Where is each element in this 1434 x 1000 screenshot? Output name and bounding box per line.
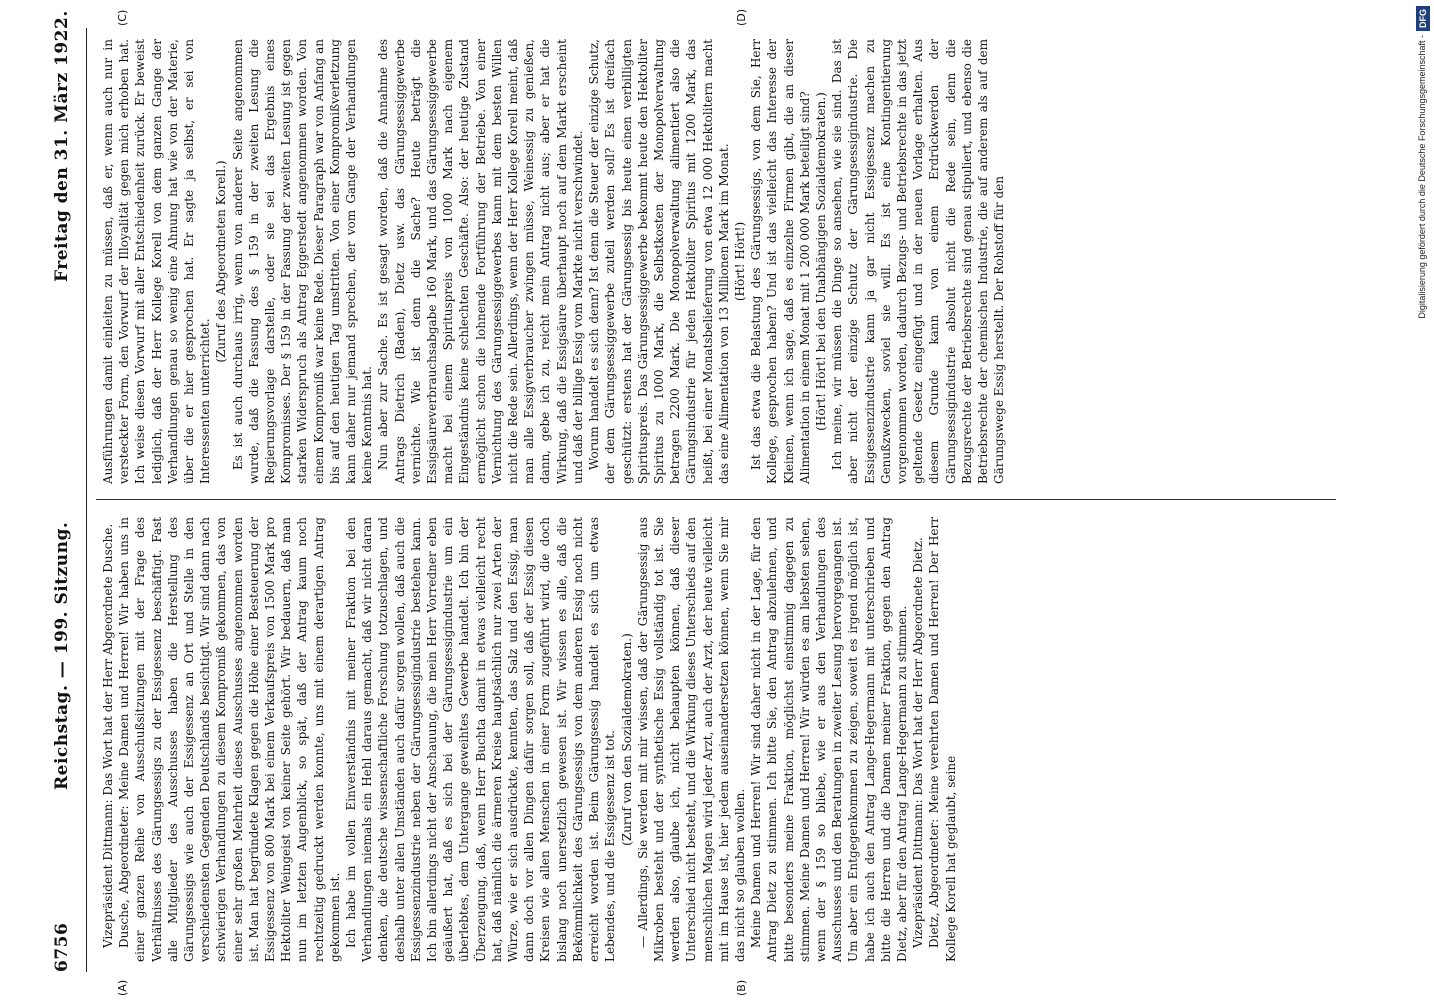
header-rule	[86, 28, 87, 972]
digitization-credit	[1410, 6, 1434, 996]
speech-paragraph: Meine Damen und Herren! Wir sind daher nicht in der Lage, für den Antrag Dietz zu stimmen. Ich bitte Sie, den Antrag abzulehnen, und bitte besonders meine Fraktion, möglichst einstimmig dagegen zu stimmen. Meine Damen und Herren! Wir würden es am liebsten sehen, wenn der § 159 so bliebe, wie er aus den Verhandlungen des Ausschusses und den Beratungen in zweiter Lesung hervorgegangen ist. Um aber ein Entgegenkommen zu zeigen, soweit es irgend möglich ist, habe ich auch den Antrag Lange-Hegermann mit unterschrieben und bitte die Herren und die Damen meiner Fraktion, gegen den Antrag Dietz, aber für den Antrag Lange-Hegermann zu stimmen.	[749, 517, 909, 962]
interjection: (Hört! Hört! bei den Unabhängigen Sozialdemokraten.)	[813, 92, 828, 431]
speech-paragraph: Ich meine, wir müssen die Dinge so ansehen, wie sie sind. Das ist aber nicht der einzige Schutz der Gärungsessigindustrie. Die Essigessenzindustrie kann ja gar nicht Essigessenz machen zu Genußzwecken, soviel sie will. Es ist eine Kontingentierung vorgenommen worden, dadurch Bezugs- und Betriebsrechte in das jetzt geltende Gesetz eingefügt und in der neuen Vorlage erhalten. Aus diesem Grunde kann von einem Erdrückwerden der Gärungsessigindustrie absolut nicht die Rede sein, denn die Bezugsrechte der Betriebsrechte sind genau stipuliert, und ebenso die Betriebsrechte der chemischen Industrie, die auf anderem als auf dem Gärungswege Essig herstellt. Der Rohstoff für den	[830, 39, 1007, 484]
speech-paragraph: Es ist auch durchaus irrig, wenn von anderer Seite angenommen wurde, daß die Fassung des § 159 in der zweiten Lesung die Regierungsvorlage darstelle, oder sie sei das Ergebnis eines Kompromisses. Der § 159 in der Fassung der zweiten Lesung ist gegen starken Widerspruch als Antrag Eggerstedt angenommen worden. Von einem Kompromiß war keine Rede. Dieser Paragraph war von Anfang an bis auf den heutigen Tag umstritten. Von einer Kompromißverletzung kann daher nur jemand sprechen, der vom Gange der Verhandlungen keine Kenntnis hat.	[230, 39, 375, 484]
speaker-intro: Vizepräsident Dittmann: Das Wort hat der Herr Abgeordnete Dietz.	[911, 537, 926, 948]
speech-paragraph: Ist das etwa die Belastung des Gärungsessigs, von dem Sie, Herr Kollege, gesprochen haben? Und ist das vielleicht das Interesse der Kleinen, wenn ich sage, daß es einzelne Firmen gibt, die an dieser Alimentation in einem Monat mit 1 200 000 Mark beteiligt sind?	[749, 39, 812, 484]
session-title: Reichstag. — 199. Sitzung.	[52, 521, 72, 790]
speech-paragraph: Worum handelt es sich denn? Ist denn die Steuer der einzige Schutz, der dem Gärungsessiggewerbe zuteil werden soll? Es ist dreifach geschützt: erstens hat der Gärungsessig bis heute einen verbilligten Spirituspreis. Das Gärungsessiggewerbe bekommt heute den Hektoliter Spiritus zu 1000 Mark, die Selbstkosten der Monopolverwaltung betragen 2200 Mark. Die Monopolverwaltung alimentiert also die Gärungsindustrie für jeden Hektoliter Spiritus mit 1200 Mark, das heißt, bei einer Monatsbelieferung von etwa 12 000 Hektolitern macht das eine Alimentation von 13 Millionen Mark im Monat.	[587, 39, 731, 484]
speech-paragraph: Nun aber zur Sache. Es ist gesagt worden, daß die Annahme des Antrags Dietrich (Baden), Dietz usw. das Gärungsessiggewerbe vernichte. Wie ist denn die Sache? Heute beträgt die Essigsäureverbrauchsabgabe 160 Mark, und das Gärungsessiggewerbe macht bei einem Spirituspreis von 1000 Mark nach eigenem Eingeständnis keine schlechten Geschäfte. Also: der heutige Zustand ermöglicht schon die lohnende Fortführung der Betriebe. Von einer Vernichtung des Gärungsessiggewerbes kann mit dem besten Willen nicht die Rede sein. Allerdings, wenn der Herr Kollege Korell meint, daß man alle Essigverbraucher zwingen müsse, Weinessig zu genießen, dann, gebe ich zu, reicht mein Antrag nicht aus; aber er hat die Wirkung, daß die Essigsäure überhaupt noch auf dem Markt erscheint und daß der billige Essig vom Markte nicht verschwindet.	[376, 39, 585, 484]
left-column	[100, 517, 959, 962]
speech-paragraph: Ich habe im vollen Einverständnis mit meiner Fraktion bei den Verhandlungen niemals ein Hehl daraus gemacht, daß wir nicht daran denken, die deutsche wissenschaftliche Forschung totzuschlagen, und deshalb unter allen Umständen auch dafür sorgen wollen, daß auch die Essigessenzindustrie neben der Gärungsessigindustrie bestehen kann. Ich bin allerdings nicht der Anschauung, die mein Herr Vorredner eben geäußert hat, daß es sich bei der Gärungsessigindustrie um ein überlebtes, dem Untergange geweihtes Gewerbe handelt. Ich bin der Überzeugung, daß, wenn Herr Buchta damit in etwas vielleicht recht hat, daß nämlich die ärmeren Kreise hauptsächlich nur zwei Arten der Würze, wie er sich ausdrückte, kennten, das Salz und den Essig, man dann doch vor allen Dingen dafür sorgen soll, daß der Essig diesen Kreisen wie allen Menschen in einer Form zugeführt wird, die doch bislang noch unersetzlich gewesen ist. Wir wissen es alle, daß die Bekömmlichkeit des Gärungsessigs von dem anderen Essig noch nicht erreicht worden ist. Beim Gärungsessig handelt es sich um etwas Lebendes, und die Essigessenz ist tot.	[344, 517, 618, 962]
speech-paragraph: Dietz, Abgeordneter: Meine verehrten Damen und Herren! Der Herr Kollege Korell hat geglaubt, seine	[927, 517, 958, 962]
margin-mark-d: (D)	[735, 8, 748, 26]
margin-mark-c: (C)	[116, 9, 129, 26]
running-header	[52, 0, 80, 1000]
credit-text: Digitalisierung gefördert durch die Deutsche Forschungsgemeinschaft -	[1417, 35, 1427, 319]
dfg-logo: DFG	[1416, 6, 1430, 31]
margin-mark-b: (B)	[735, 979, 748, 996]
interjection: (Hört! Hört!)	[732, 221, 747, 302]
session-date: Freitag den 31. März 1922.	[52, 10, 72, 282]
margin-mark-a: (A)	[116, 979, 129, 996]
speech-paragraph: — Allerdings, Sie werden mit mir wissen, daß der Gärungsessig aus Mikroben besteht und der synthetische Essig vollständig tot ist. Sie werden also, glaube ich, nicht behaupten können, daß dieser Unterschied nicht besteht, und die Wirkung dieses Unterschieds auf den menschlichen Magen wird jeder Arzt, auch der Arzt, der heute vielleicht mit im Hause ist, hier jedem auseinandersetzen können, wenn Sie mir das nicht so glauben wollen.	[635, 517, 747, 962]
column-divider	[96, 499, 1336, 500]
right-column	[100, 39, 1007, 484]
speech-paragraph: Dusche, Abgeordneter: Meine Damen und Herren! Wir haben uns in einer ganzen Reihe von Ausschußsitzungen mit der Frage des Verhältnisses des Gärungsessigs zu der Essigessenz beschäftigt. Fast alle Mitglieder des Ausschusses haben die Herstellung des Gärungsessigs wie auch der Essigessenz an Ort und Stelle in den verschiedensten Gegenden Deutschlands besichtigt. Wir sind dann nach schwierigen Verhandlungen zu diesem Kompromiß gekommen, das von einer sehr großen Mehrheit dieses Ausschusses angenommen worden ist. Man hat begründete Klagen gegen die Höhe einer Besteuerung der Essigessenz von 800 Mark bei einem Verkaufspreis von 1500 Mark pro Hektoliter Weingeist von keiner Seite gehört. Wir bedauern, daß man nun im letzten Augenblick, so spät, daß der Antrag kaum noch rechtzeitig gedruckt werden konnte, uns mit einem derartigen Antrag gekommen ist.	[117, 517, 342, 962]
interjection: (Zuruf des Abgeordneten Korell.)	[214, 160, 229, 363]
page-number: 6756	[52, 922, 72, 972]
speech-paragraph: Ausführungen damit einleiten zu müssen, daß er, wenn auch nur in versteckter Form, den Vorwurf der Illoyalität gegen mich erhoben hat. Ich weise diesen Vorwurf mit aller Entschiedenheit zurück. Er beweist lediglich, daß der Herr Kollege Korell von dem ganzen Gange der Verhandlungen genau so wenig eine Ahnung hat wie von der Materie, über die er hier gesprochen hat. Er sagte ja selbst, er sei von Interessenten unterrichtet.	[101, 39, 213, 484]
speaker-intro: Vizepräsident Dittmann: Das Wort hat der Herr Abgeordnete Dusche.	[101, 523, 115, 948]
interjection: (Zuruf von den Sozialdemokraten.)	[619, 633, 634, 846]
